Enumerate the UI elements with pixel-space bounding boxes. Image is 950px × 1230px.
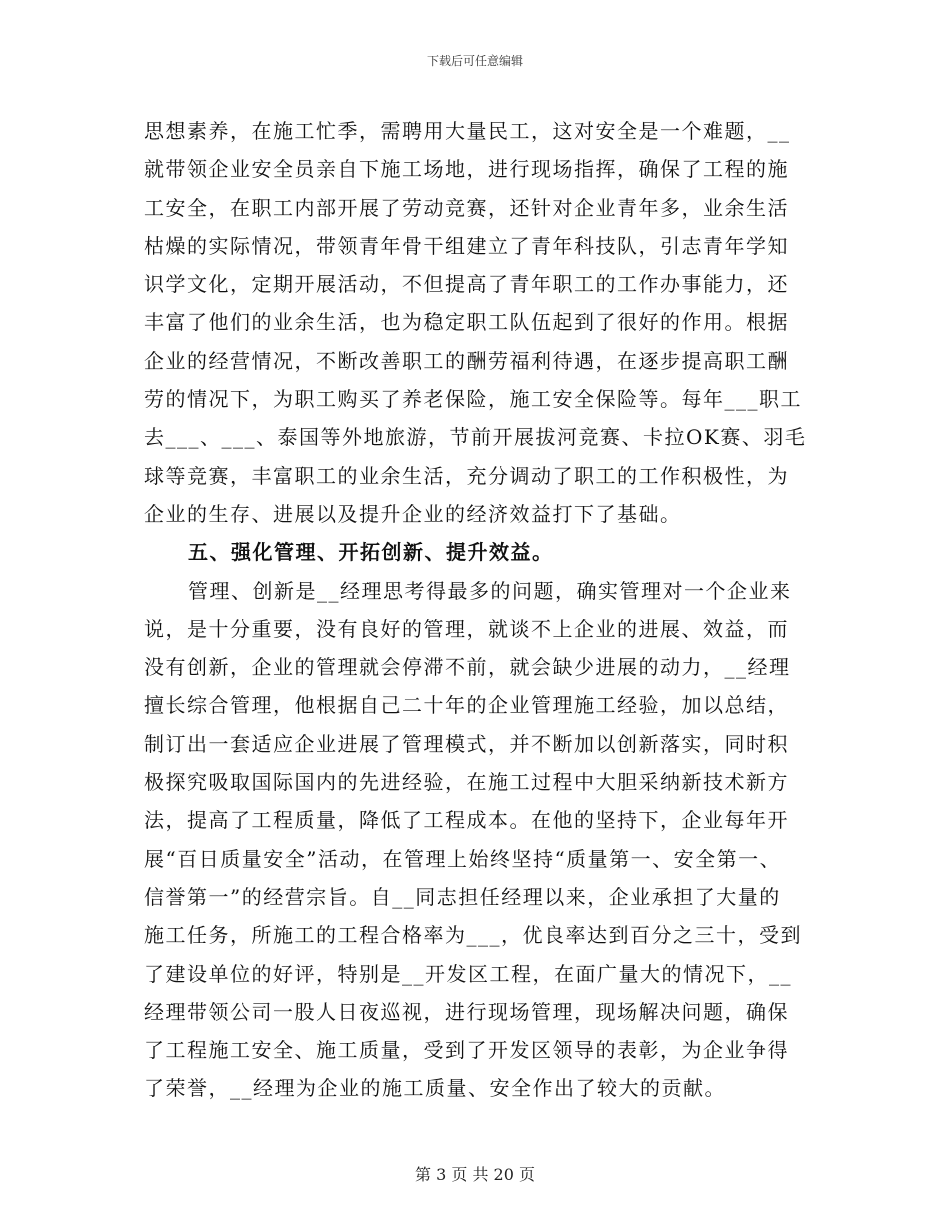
paragraph-line: 去___、___、泰国等外地旅游，节前开展拔河竞赛、卡拉OK赛、羽毛 [144,425,807,450]
section-heading: 五、强化管理、开拓创新、提升效益。 [188,540,554,565]
paragraph-line: 法，提高了工程质量，降低了工程成本。在他的坚持下，企业每年开 [144,808,789,833]
page-footer-page-number: 第 3 页 共 20 页 [415,1165,535,1184]
paragraph-line: 了建设单位的好评，特别是__开发区工程，在面广量大的情况下，__ [144,961,792,986]
paragraph-line: 球等竞赛，丰富职工的业余生活，充分调动了职工的工作积极性，为 [144,463,789,488]
paragraph-line: 丰富了他们的业余生活，也为稳定职工队伍起到了很好的作用。根据 [144,310,789,335]
paragraph-line: 擅长综合管理，他根据自己二十年的企业管理施工经验，加以总结， [144,693,789,718]
paragraph-line: 说，是十分重要，没有良好的管理，就谈不上企业的进展、效益，而 [144,616,789,641]
page-header-note: 下载后可任意编辑 [426,54,523,68]
paragraph-line: 了荣誉，__经理为企业的施工质量、安全作出了较大的贡献。 [144,1076,726,1101]
paragraph-line: 展“百日质量安全”活动，在管理上始终坚持“质量第一、安全第一、 [144,846,782,871]
document-body [144,112,809,1108]
paragraph-line: 了工程施工安全、施工质量，受到了开发区领导的表彰，为企业争得 [144,1038,789,1063]
paragraph-line: 管理、创新是__经理思考得最多的问题，确实管理对一个企业来 [188,578,792,603]
paragraph-line: 思想素养，在施工忙季，需聘用大量民工，这对安全是一个难题，__ [144,119,791,143]
paragraph-line: 信誉第一”的经营宗旨。自__同志担任经理以来，企业承担了大量的 [144,884,781,909]
paragraph-line: 经理带领公司一股人日夜巡视，进行现场管理，现场解决问题，确保 [144,999,789,1024]
paragraph-line: 没有创新，企业的管理就会停滞不前，就会缺少进展的动力，__经理 [144,655,791,680]
paragraph-line: 制订出一套适应企业进展了管理模式，并不断加以创新落实，同时积 [144,731,789,756]
paragraph-line: 极探究吸取国际国内的先进经验，在施工过程中大胆采纳新技术新方 [144,770,789,795]
paragraph-line: 就带领企业安全员亲自下施工场地，进行现场指挥，确保了工程的施 [144,157,789,182]
paragraph-line: 施工任务，所施工的工程合格率为___，优良率达到百分之三十，受到 [144,923,802,948]
paragraph-line: 枯燥的实际情况，带领青年骨干组建立了青年科技队，引志青年学知 [144,233,789,258]
paragraph-line: 工安全，在职工内部开展了劳动竞赛，还针对企业青年多，业余生活 [144,195,789,220]
paragraph-line: 企业的生存、进展以及提升企业的经济效益打下了基础。 [144,501,682,526]
paragraph-line: 劳的情况下，为职工购买了养老保险，施工安全保险等。每年___职工 [144,387,802,412]
paragraph-line: 企业的经营情况，不断改善职工的酬劳福利待遇，在逐步提高职工酬 [144,348,789,373]
paragraph-line: 识学文化，定期开展活动，不但提高了青年职工的工作办事能力，还 [144,272,789,297]
